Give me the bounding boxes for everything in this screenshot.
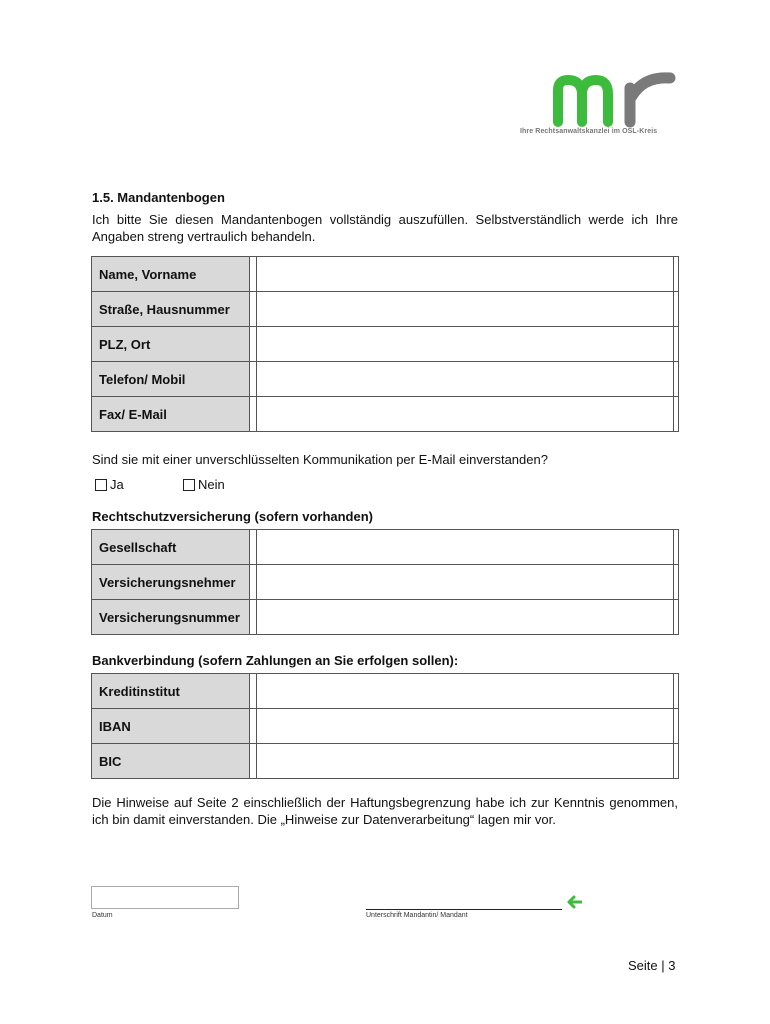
bank-table [91,673,679,779]
firm-logo [552,70,680,128]
row-label-policyholder: Versicherungsnehmer [92,565,250,600]
bic-field[interactable] [257,744,674,779]
checkbox-yes[interactable] [95,479,107,491]
name-field[interactable] [257,257,674,292]
row-label-bic: BIC [92,744,250,779]
row-label-email: Fax/ E-Mail [92,397,250,432]
street-field[interactable] [257,292,674,327]
page-title: 1.5. Mandantenbogen [92,190,225,205]
table-row [92,257,679,292]
row-label-street: Straße, Hausnummer [92,292,250,327]
table-row [92,397,679,432]
email-field[interactable] [257,397,674,432]
table-row [92,327,679,362]
table-row [92,362,679,397]
table-row [92,292,679,327]
policyholder-field[interactable] [257,565,674,600]
row-label-city: PLZ, Ort [92,327,250,362]
personal-data-table [91,256,679,432]
table-row [92,674,679,709]
signature-label: Unterschrift Mandantin/ Mandant [366,912,468,919]
consent-no-label: Nein [198,477,225,492]
logo-tagline: Ihre Rechtsanwaltskanzlei im OSL-Kreis [520,128,658,135]
policy-number-field[interactable] [257,600,674,635]
table-row [92,530,679,565]
consent-no-option[interactable] [183,477,225,492]
insurance-table [91,529,679,635]
date-input[interactable] [91,886,239,909]
consent-yes-label: Ja [110,477,124,492]
table-row [92,565,679,600]
phone-field[interactable] [257,362,674,397]
insurance-heading: Rechtschutzversicherung (sofern vorhanden) [92,509,373,524]
iban-field[interactable] [257,709,674,744]
row-label-name: Name, Vorname [92,257,250,292]
consent-yes-option[interactable] [95,477,124,492]
page-number: Seite | 3 [628,958,676,973]
signature-line[interactable] [366,909,562,910]
consent-notice: Die Hinweise auf Seite 2 einschließlich der Haftungsbegrenzung habe ich zur Kenntnis genommen, ich bin damit einverstanden. Die „Hinweise zur Datenverarbeitung“ lagen mir vor. [92,795,678,827]
table-row [92,709,679,744]
city-field[interactable] [257,327,674,362]
company-field[interactable] [257,530,674,565]
checkbox-no[interactable] [183,479,195,491]
intro-text: Ich bitte Sie diesen Mandantenbogen vollständig auszufüllen. Selbstverständlich werde ich Ihre Angaben streng vertraulich behandeln. [92,212,678,244]
bank-field[interactable] [257,674,674,709]
email-consent-question: Sind sie mit einer unverschlüsselten Kommunikation per E-Mail einverstanden? [92,452,548,467]
bank-heading: Bankverbindung (sofern Zahlungen an Sie erfolgen sollen): [92,653,459,668]
date-label: Datum [92,912,113,919]
row-label-iban: IBAN [92,709,250,744]
table-row [92,600,679,635]
row-label-bank: Kreditinstitut [92,674,250,709]
table-row [92,744,679,779]
row-label-phone: Telefon/ Mobil [92,362,250,397]
row-label-policy-number: Versicherungsnummer [92,600,250,635]
row-label-company: Gesellschaft [92,530,250,565]
arrow-left-icon [566,895,582,909]
